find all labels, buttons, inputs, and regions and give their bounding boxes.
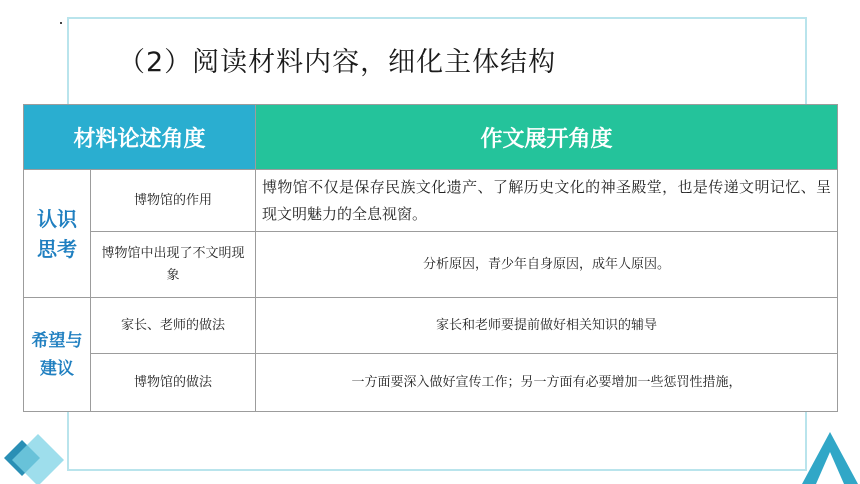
category-label-line2: 建议 <box>40 358 74 379</box>
header-material-angle: 材料论述角度 <box>24 105 256 170</box>
table-row <box>24 232 838 298</box>
content-cell: 分析原因，青少年自身原因，成年人原因。 <box>256 232 838 298</box>
content-cell: 博物馆不仅是保存民族文化遗产、了解历史文化的神圣殿堂，也是传递文明记忆、呈现文明魅力的全息视窗。 <box>256 170 838 232</box>
category-label-line1: 希望与 <box>31 330 83 351</box>
sub-angle-cell: 博物馆中出现了不文明现象 <box>91 232 256 298</box>
table-row <box>24 354 838 412</box>
table-row <box>24 298 838 354</box>
category-label-line1: 认识 <box>37 206 77 231</box>
slide-title: （2）阅读材料内容，细化主体结构 <box>118 47 557 78</box>
table-header-row <box>24 105 838 170</box>
sub-angle-cell: 博物馆的作用 <box>91 170 256 232</box>
triangle-decoration <box>800 430 860 484</box>
category-suggestions <box>24 298 91 412</box>
diamond-decoration <box>0 432 70 484</box>
sub-angle-cell: 博物馆的做法 <box>91 354 256 412</box>
content-cell: 一方面要深入做好宣传工作；另一方面有必要增加一些惩罚性措施， <box>256 354 838 412</box>
table-row <box>24 170 838 232</box>
category-label-line2: 思考 <box>37 236 77 261</box>
category-cognition <box>24 170 91 298</box>
material-table <box>23 104 838 412</box>
sub-angle-cell: 家长、老师的做法 <box>91 298 256 354</box>
decorative-dot <box>60 22 62 24</box>
header-essay-angle: 作文展开角度 <box>256 105 838 170</box>
content-cell: 家长和老师要提前做好相关知识的辅导 <box>256 298 838 354</box>
